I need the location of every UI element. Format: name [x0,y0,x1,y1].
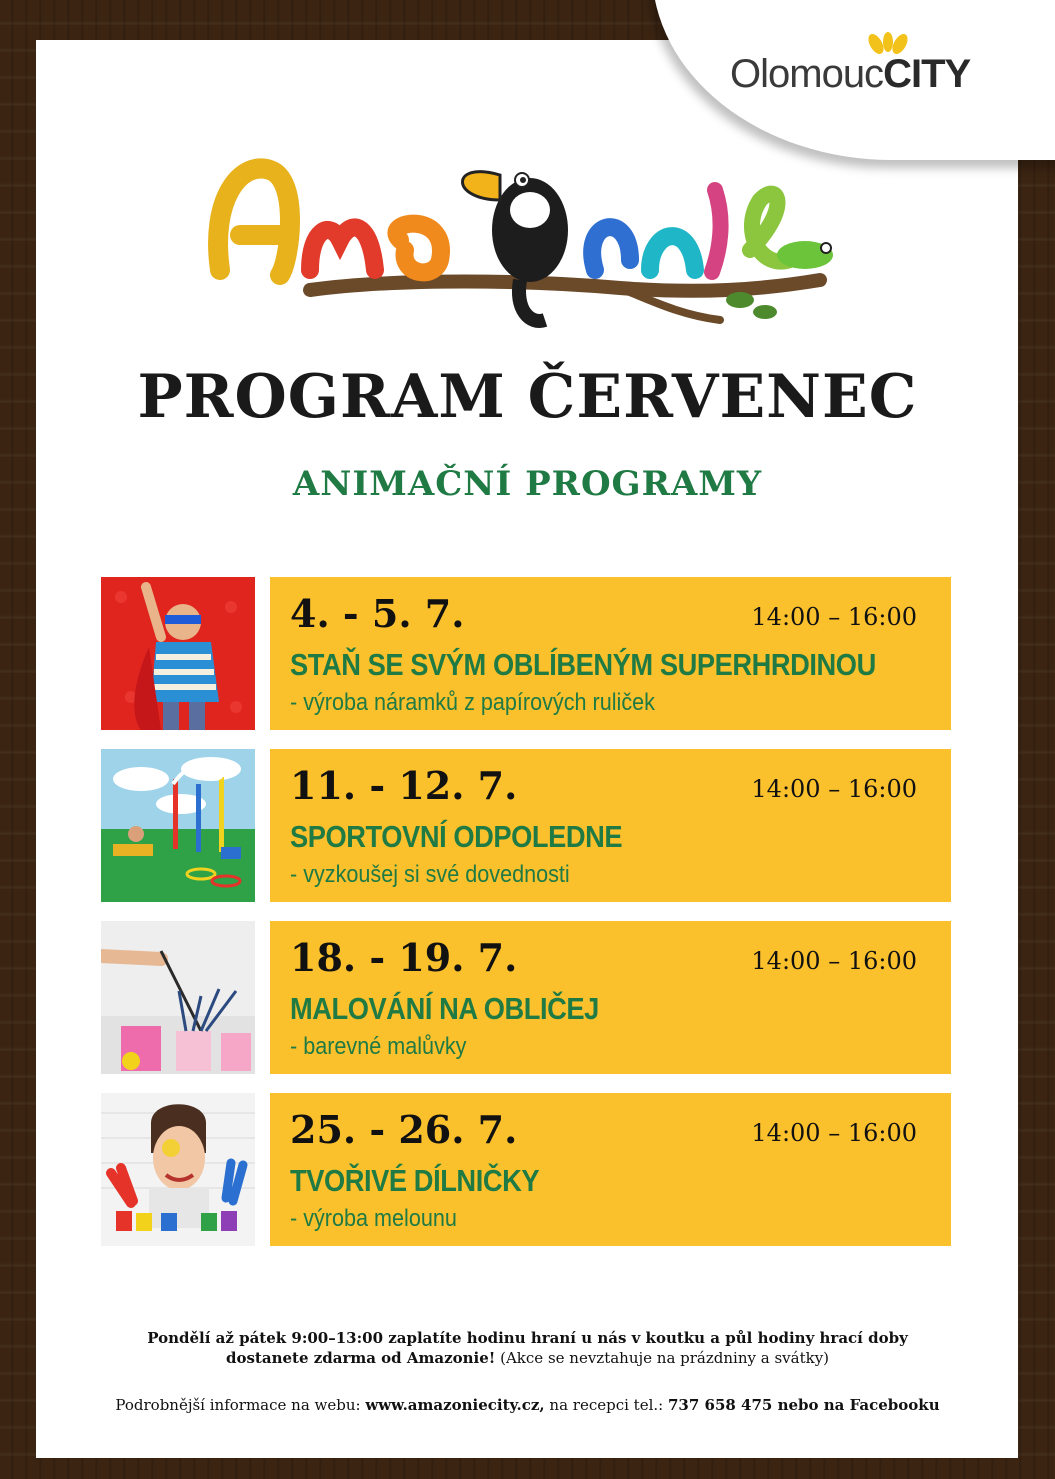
event-card[interactable] [270,749,951,902]
event-name: SPORTOVNÍ ODPOLEDNE [290,819,623,854]
promo-note-line1: Pondělí až pátek 9:00–13:00 zaplatíte hodinu hraní u nás v koutku a půl hodiny hrací doby [147,1329,908,1347]
mall-logo[interactable] [730,52,970,97]
event-row [101,749,951,902]
event-row [101,921,951,1074]
superhero-kid-photo [101,577,255,730]
event-row [101,577,951,730]
footer-middle: na recepci tel.: [544,1396,668,1414]
event-description: - výroba melounu [290,1205,457,1232]
promo-note [60,1328,995,1368]
event-card[interactable] [270,1093,951,1246]
phone-and-facebook[interactable]: 737 658 475 nebo na Facebooku [667,1396,940,1414]
creative-workshop-photo [101,1093,255,1246]
event-row [101,1093,951,1246]
mall-logo-part1: Olomouc [730,52,884,96]
page-title: PROGRAM ČERVENEC [137,362,918,432]
event-description: - vyzkoušej si své dovednosti [290,861,570,888]
event-time: 14:00 – 16:00 [751,775,917,803]
event-description: - výroba náramků z papírových ruliček [290,689,655,716]
event-card[interactable] [270,921,951,1074]
contact-footer [40,1396,1015,1414]
event-card[interactable] [270,577,951,730]
event-time: 14:00 – 16:00 [751,1119,917,1147]
amazonie-logo [200,140,840,330]
event-name: TVOŘIVÉ DÍLNIČKY [290,1163,540,1198]
website-link[interactable]: www.amazoniecity.cz, [365,1396,545,1414]
event-name: MALOVÁNÍ NA OBLIČEJ [290,991,599,1026]
mall-logo-part2: CITY [883,52,971,96]
event-date: 4. - 5. 7. [290,591,465,636]
promo-note-line2: dostanete zdarma od Amazonie! [225,1349,496,1367]
event-name: STAŇ SE SVÝM OBLÍBENÝM SUPERHRDINOU [290,647,876,682]
promo-note-disclaimer: (Akce se nevztahuje na prázdniny a svátky) [495,1349,830,1367]
event-date: 18. - 19. 7. [290,935,518,980]
face-painting-photo [101,921,255,1074]
event-description: - barevné malůvky [290,1033,467,1060]
footer-prefix: Podrobnější informace na webu: [115,1396,366,1414]
page-subtitle: ANIMAČNÍ PROGRAMY [292,464,763,504]
event-time: 14:00 – 16:00 [751,603,917,631]
sports-afternoon-photo [101,749,255,902]
event-date: 25. - 26. 7. [290,1107,518,1152]
event-time: 14:00 – 16:00 [751,947,917,975]
event-date: 11. - 12. 7. [290,763,518,808]
